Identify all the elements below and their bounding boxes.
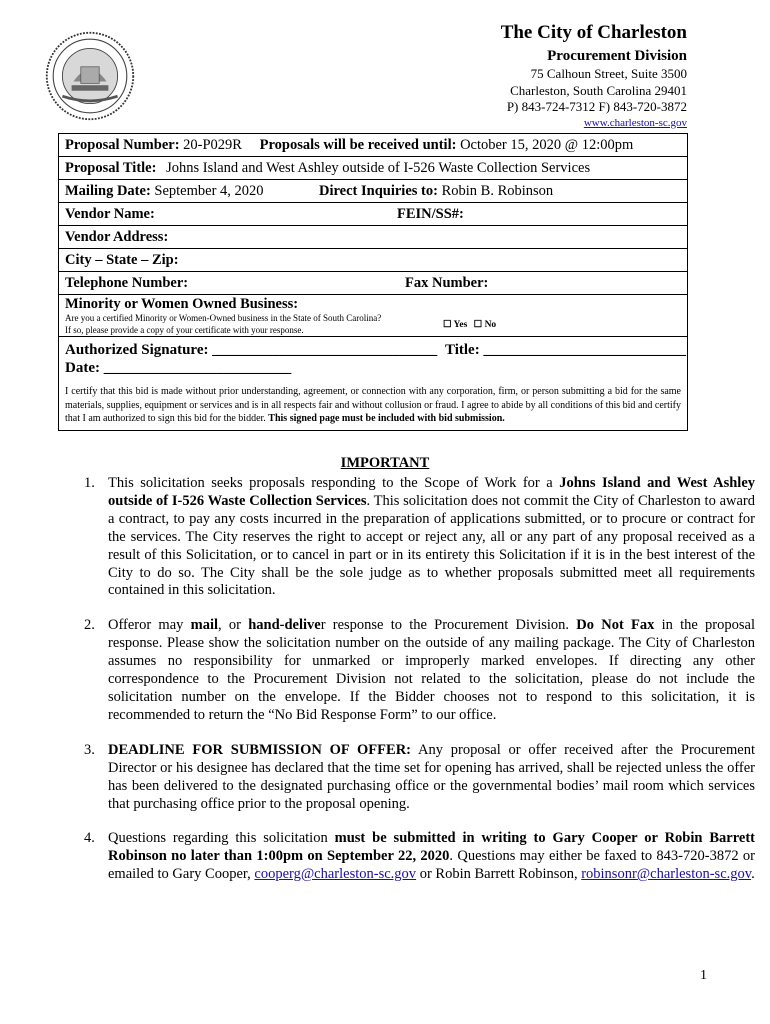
- proposal-title: Johns Island and West Ashley outside of I-526 Waste Collection Services: [166, 160, 591, 176]
- yes-label: Yes: [453, 320, 468, 330]
- item-number: 2.: [84, 617, 95, 634]
- city-seal-icon: [44, 30, 136, 122]
- item-number: 3.: [84, 741, 95, 758]
- minority-question: Are you a certified Minority or Women-Owned business in the State of South Carolina?: [65, 313, 382, 323]
- yes-no-options: [443, 314, 496, 336]
- certification-text: I certify that this bid is made without prior understanding, agreement, or connection with any corporation, firm, or person submitting a bid for the same materials, supplies, equipment or services and is in all respects fair and without collusion or fraud. I agree to abide by all conditions of this bid and certify that I am authorized to sign this bid for the bidder.: [65, 386, 681, 424]
- mailing-date: September 4, 2020: [154, 183, 264, 199]
- proposal-number: 20-P029R: [183, 137, 242, 153]
- row-proposal-number: [59, 134, 687, 157]
- row-proposal-title: [59, 157, 687, 180]
- row-vendor-address[interactable]: [59, 226, 687, 249]
- address-line-1: 75 Calhoun Street, Suite 3500: [530, 66, 687, 81]
- item-text: r response to the Procurement Division.: [320, 617, 577, 634]
- item-text-bold: mail: [190, 617, 219, 634]
- item-number: 4.: [84, 830, 95, 847]
- title-field[interactable]: Title: ___________________________: [444, 342, 686, 358]
- letterhead: [501, 20, 687, 131]
- email-link-robinson[interactable]: robinsonr@charleston-sc.gov: [581, 866, 752, 883]
- row-signature: [59, 337, 687, 430]
- item-text: Offeror may: [108, 617, 191, 634]
- proposal-title-label: Proposal Title:: [65, 160, 157, 176]
- item-text: This solicitation seeks proposals responding to the Scope of Work for a: [108, 475, 560, 491]
- address-line-2: Charleston, South Carolina 29401: [510, 82, 687, 98]
- fax-label: Fax Number:: [405, 275, 489, 291]
- item-text-bold: DEADLINE FOR SUBMISSION OF OFFER:: [108, 741, 411, 758]
- list-item: [84, 617, 755, 724]
- date-field[interactable]: Date: _________________________: [65, 360, 292, 376]
- item-text: , or: [218, 617, 249, 634]
- row-minority-business: [59, 295, 687, 337]
- minority-label: Minority or Women Owned Business:: [65, 296, 299, 312]
- phone-fax: P) 843-724-7312 F) 843-720-3872: [506, 99, 687, 114]
- item-text-bold: Johns Island and West Ashley outside of I-526 Waste Collection Services: [108, 475, 756, 509]
- city-state-zip-label: City – State – Zip:: [65, 252, 179, 268]
- item-text: Any proposal or offer received after the Procurement Director or his designee has declared that the time set for opening has arrived, shall be rejected unless the offer has been delivered to the designated purchasing office or the governmental bodies’ mail room which services that purchasing office prior to the proposal opening.: [108, 741, 755, 812]
- instructions-list: [60, 475, 755, 901]
- no-checkbox[interactable]: ☐ No: [473, 320, 497, 330]
- item-text: .: [751, 866, 755, 883]
- inquiries-contact: Robin B. Robinson: [441, 183, 554, 199]
- received-until-label: Proposals will be received until:: [259, 137, 457, 153]
- important-heading: IMPORTANT: [340, 455, 430, 471]
- vendor-address-label: Vendor Address:: [65, 229, 169, 245]
- item-text-bold: hand-delive: [248, 617, 321, 634]
- row-city-state-zip[interactable]: [59, 249, 687, 272]
- certification-bold: This signed page must be included with bid submission.: [268, 413, 505, 424]
- inquiries-label: Direct Inquiries to:: [319, 183, 438, 199]
- item-text: or Robin Barrett Robinson,: [416, 866, 582, 883]
- item-number: 1.: [84, 475, 95, 491]
- row-telephone[interactable]: [59, 272, 687, 295]
- fein-label: FEIN/SS#:: [397, 206, 464, 222]
- proposal-form: [58, 133, 688, 431]
- item-text: . Questions may either be faxed to 843-720-3872 or emailed to Gary Cooper,: [108, 848, 755, 883]
- page-number: 1: [700, 968, 707, 983]
- email-link-cooper[interactable]: cooperg@charleston-sc.gov: [254, 866, 417, 883]
- row-vendor-name[interactable]: [59, 203, 687, 226]
- list-item: [84, 475, 756, 600]
- mailing-date-label: Mailing Date:: [65, 183, 151, 199]
- city-name: The City of Charleston: [500, 22, 687, 43]
- signature-field[interactable]: Authorized Signature: ______________________________: [65, 342, 438, 358]
- list-item: [84, 741, 755, 814]
- row-mailing-date: [59, 180, 687, 203]
- vendor-name-label: Vendor Name:: [65, 206, 155, 222]
- received-until-value: October 15, 2020 @ 12:00pm: [460, 137, 634, 153]
- item-text-bold: Do Not Fax: [576, 617, 655, 634]
- telephone-label: Telephone Number:: [65, 275, 189, 291]
- division-name: Procurement Division: [547, 48, 687, 64]
- item-text: . This solicitation does not commit the City of Charleston to award a contract, to pay any costs incurred in the preparation of applications submitted, or to procure or contract for the services. The City reserves the right to accept or reject any, all or any part of any proposal received as a result of this Solicitation, or to cancel in part or in its entirety this Solicitation if it is in the best interest of the City to do so. The City shall be the sole judge as to whether proposals submitted meet all requirements contained in this solicitation.: [108, 492, 755, 599]
- minority-note: If so, please provide a copy of your certificate with your response.: [65, 324, 304, 335]
- list-item: [84, 830, 755, 884]
- no-label: No: [484, 320, 497, 330]
- item-text: Questions regarding this solicitation: [108, 830, 335, 847]
- website-link[interactable]: www.charleston-sc.gov: [583, 116, 687, 129]
- proposal-number-label: Proposal Number:: [65, 137, 180, 153]
- item-text-bold: must be submitted in writing to Gary Cooper or Robin Barrett Robinson no later than 1:00pm on September 22, 2020: [108, 830, 755, 865]
- yes-checkbox[interactable]: ☐ Yes: [443, 320, 468, 330]
- item-text: in the proposal response. Please show the solicitation number on the outside of any mailing package. The City of Charleston assumes no responsibility for unmarked or improperly marked envelopes. If directing any other correspondence to the Procurement Division not related to the solicitation, please do not include the solicitation number on the envelope. If the Bidder chooses not to respond to this solicitation, it is recommended to return the “No Bid Response Form” to our office.: [108, 617, 755, 723]
